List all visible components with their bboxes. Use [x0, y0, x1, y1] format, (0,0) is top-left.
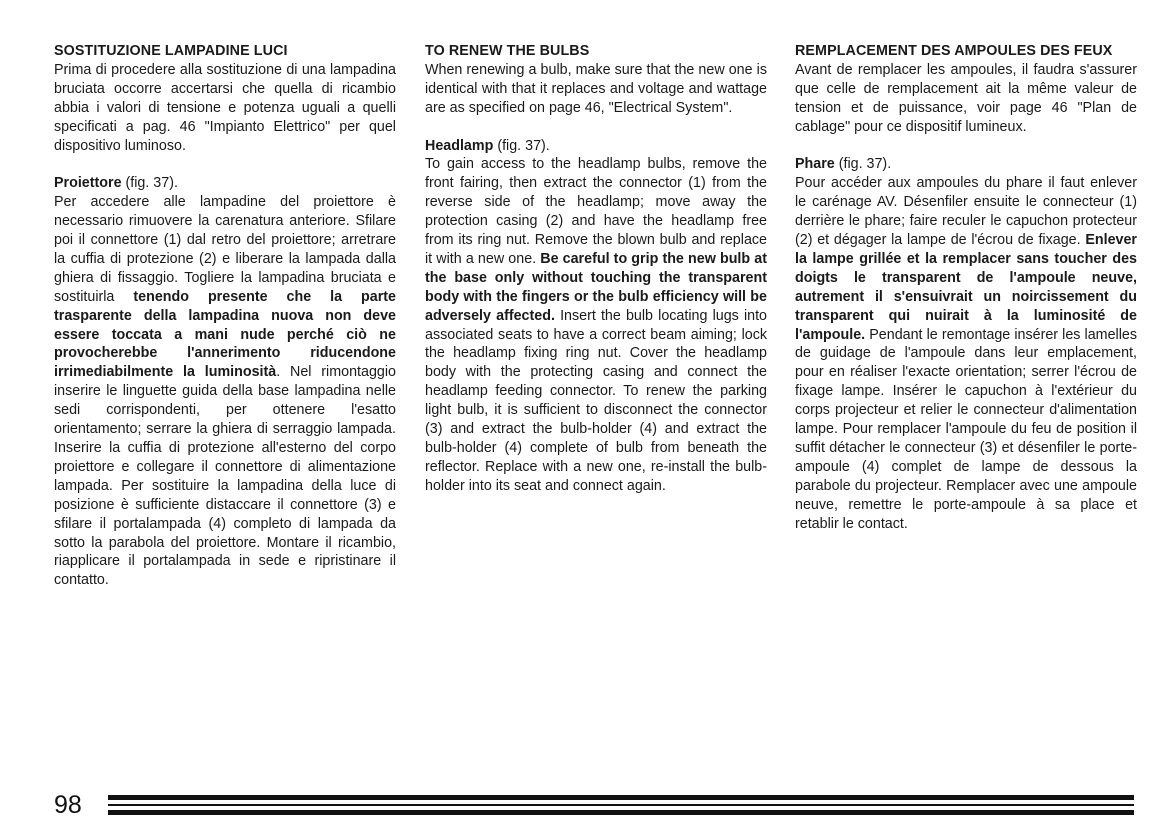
figure-reference: (fig. 37). [834, 156, 892, 173]
section-heading: REMPLACEMENT DES AMPOULES DES FEUX [795, 43, 1113, 59]
figure-reference: (fig. 37). [493, 137, 550, 154]
page-number: 98 [54, 791, 82, 819]
column-french [795, 42, 1137, 534]
headlamp-section [54, 174, 396, 590]
figure-reference: (fig. 37). [121, 175, 178, 192]
subsection-label: Headlamp [425, 137, 494, 154]
intro-paragraph: Prima di procedere alla sostituzione di una lampadina bruciata occorre accertarsi che quella di ricambio abbia i valori di tensione e potenza uguali a quelli specificati a pag. 46 "Impianto Elettrico" per quel dispositivo luminoso. [54, 61, 396, 154]
column-english [425, 42, 767, 496]
body-text-start: To gain access to the headlamp bulbs, remove the front fairing, then extract the connector (1) from the reverse side of the headlamp; move away the protection casing (2) and have the headlamp free from its ring nut. Remove the blown bulb and replace it with a new one. [425, 156, 767, 267]
warning-text: Be careful to grip the new bulb at the base only without touching the transparent body with the fingers or the bulb efficiency will be adversely affected. [425, 250, 767, 324]
footer-rule [108, 795, 1134, 800]
intro-section [54, 42, 396, 155]
headlamp-title [54, 174, 396, 193]
body-text-end: Insert the bulb locating lugs into associated seats to have a correct beam aiming; lock the headlamp fixing ring nut. Cover the headlamp body with the protecting casing and connect the headlamp feeding connector. To renew the parking light bulb, it is sufficient to disconnect the connector (3) and extract the bulb-holder (4) and extract the bulb-holder (4) complete of bulb from beneath the reflector. Replace with a new one, re-install the bulb-holder into its seat and connect again. [425, 307, 767, 494]
headlamp-title [795, 155, 1137, 174]
intro-paragraph: When renewing a bulb, make sure that the new one is identical with that it replaces and voltage and wattage are as specified on page 46, "Electrical System". [425, 61, 767, 116]
headlamp-section [425, 137, 767, 496]
intro-paragraph: Avant de remplacer les ampoules, il faudra s'assurer que celle de remplacement ait la même valeur de tension et de puissance, voir page 46 "Plan de cablage" pour ce dispositif lumineux. [795, 61, 1137, 135]
intro-section [425, 42, 767, 118]
column-italian [54, 42, 396, 590]
body-text-start: Pour accéder aux ampoules du phare il faut enlever le carénage AV. Désenfiler ensuite le connecteur (1) derrière le phare; faire reculer le capuchon protecteur (2) et dégager la lampe de l'écrou de fixage. [795, 175, 1137, 249]
subsection-label: Proiettore [54, 175, 122, 192]
intro-section [795, 42, 1137, 137]
headlamp-section [795, 155, 1137, 533]
headlamp-paragraph [54, 193, 396, 590]
headlamp-title [425, 137, 767, 156]
section-heading: TO RENEW THE BULBS [425, 43, 590, 59]
subsection-label: Phare [795, 156, 835, 173]
headlamp-paragraph [425, 155, 767, 495]
warning-text: Enlever la lampe grillée et la remplacer sans toucher des doigts le transparent de l'ampoule neuve, autrement il s'ensuivrait un noircissement du transparent qui nuirait à la luminosité de l'ampoule. [795, 232, 1137, 343]
footer-rule [108, 804, 1134, 806]
warning-text: tenendo presente che la parte trasparente della lampadina nuova non deve essere toccata a mani nude perché ciò ne provocherebbe l'annerimento riducendone irrimediabilmente la luminosità [54, 288, 396, 381]
body-text-end: Pendant le remontage insérer les lamelles de guidage de l'ampoule dans leur emplacement, pour en réaliser l'exacte orientation; serrer l'écrou de fixage lampe. Insérer le capuchon à l'extérieur du corps projecteur et relier le connecteur d'alimentation lampe. Pour remplacer l'ampoule du feu de position il suffit détacher le connecteur (3) et désenfiler le porte-ampoule (4) complet de lampe de dessous la parabole du projecteur. Remplacer avec une ampoule neuve, remettre le porte-ampoule à sa place et retablir le contact. [795, 326, 1137, 532]
body-text-end: . Nel rimontaggio inserire le linguette guida della base lampadina nelle sedi corrispondenti, per ottenere l'esatto orientamento; serrare la ghiera di serraggio lampada. Inserire la cuffia di protezione all'esterno del corpo proiettore e collegare il connettore di alimentazione lampada. Per sostituire la lampadina della luce di posizione è sufficiente distaccare il connettore (3) e sfilare il portalampada (4) completo di lampada da sotto la parabola del proiettore. Montare il ricambio, riapplicare il portalampada in sede e ripristinare il contatto. [54, 364, 396, 589]
footer-rule [108, 810, 1134, 815]
body-text-start: Per accedere alle lampadine del proiettore è necessario rimuovere la carenatura anteriore. Sfilare poi il connettore (1) dal retro del proiettore; arretrare la cuffia di protezione (2) e liberare la lampada dalla ghiera di fissaggio. Togliere la lampadina bruciata e sostituirla [54, 194, 396, 305]
headlamp-paragraph [795, 174, 1137, 533]
section-heading: SOSTITUZIONE LAMPADINE LUCI [54, 43, 288, 59]
